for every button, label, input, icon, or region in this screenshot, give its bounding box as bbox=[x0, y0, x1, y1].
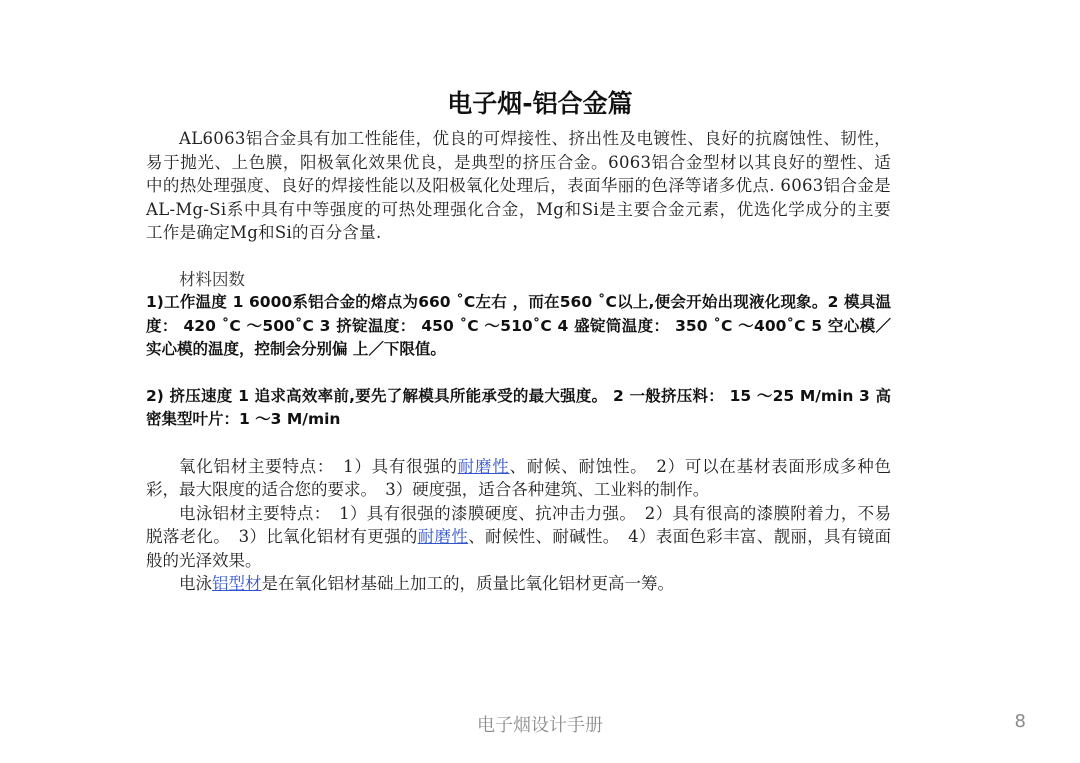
electrophoresis-text-start: 电泳铝材主要特点： 1）具有很强的漆膜硬度、抗冲击力强。 2）具有很高的漆膜附着力，不易脱落老化。 3）比氧化铝材有更强的 bbox=[146, 503, 891, 546]
wear-resistance-link[interactable]: 耐磨性 bbox=[457, 456, 510, 476]
electrophoresis-text-end: 、耐候性、耐碱性。 4）表面色彩丰富、靓丽，具有镜面般的光泽效果。 bbox=[146, 527, 892, 570]
factor-temperature-paragraph: 1)工作温度 1 6000系铝合金的熔点为660 ˚C左右 ，而在560 ˚C以上,便会开始出现液化现象。2 模具温度： 420 ˚C ～500˚C 3 挤锭温度： 450 ˚C ～510˚C 4 盛锭筒温度： 350 ˚C ～400˚C 5 空心模／实心模的温度，控制会分别偏 上／下限值。 bbox=[146, 293, 891, 358]
page-title: 电子烟-铝合金篇 bbox=[447, 88, 633, 118]
electrophoresis-features-paragraph bbox=[146, 502, 891, 573]
factor-speed-paragraph: 2) 挤压速度 1 追求高效率前,要先了解模具所能承受的最大强度。 2 一般挤压料： 15 ～25 M/min 3 高密集型叶片：1 ～3 M/min bbox=[146, 386, 891, 428]
footer-title: 电子烟设计手册 bbox=[477, 715, 603, 736]
document-body bbox=[146, 127, 891, 596]
oxidized-features-paragraph bbox=[146, 455, 891, 502]
aluminum-profile-link[interactable]: 铝型材 bbox=[212, 574, 262, 593]
wear-resistance-link-2[interactable]: 耐磨性 bbox=[417, 527, 469, 546]
factors-heading: 材料因数 bbox=[179, 269, 245, 289]
oxidized-text-start: 氧化铝材主要特点： 1）具有很强的 bbox=[179, 456, 458, 476]
summary-text-end: 是在氧化铝材基础上加工的，质量比氧化铝材更高一筹。 bbox=[261, 574, 674, 593]
page-number: 8 bbox=[1014, 711, 1026, 732]
oxidized-text-end: 、耐候、耐蚀性。 2）可以在基材表面形成多种色彩，最大限度的适合您的要求。 3）硬度强，适合各种建筑、工业料的制作。 bbox=[146, 456, 892, 499]
summary-paragraph bbox=[146, 572, 891, 596]
intro-paragraph: AL6063铝合金具有加工性能佳，优良的可焊接性、挤出性及电镀性、良好的抗腐蚀性、韧性，易于抛光、上色膜，阳极氧化效果优良，是典型的挤压合金。6063铝合金型材以其良好的塑性、适中的热处理强度、良好的焊接性能以及阳极氧化处理后，表面华丽的色泽等诸多优点. 6063铝合金是AL-Mg-Si系中具有中等强度的可热处理强化合金，Mg和Si是主要合金元素，优选化学成分的主要工作是确定Mg和Si的百分含量. bbox=[146, 129, 891, 242]
summary-text-start: 电泳 bbox=[179, 574, 212, 593]
